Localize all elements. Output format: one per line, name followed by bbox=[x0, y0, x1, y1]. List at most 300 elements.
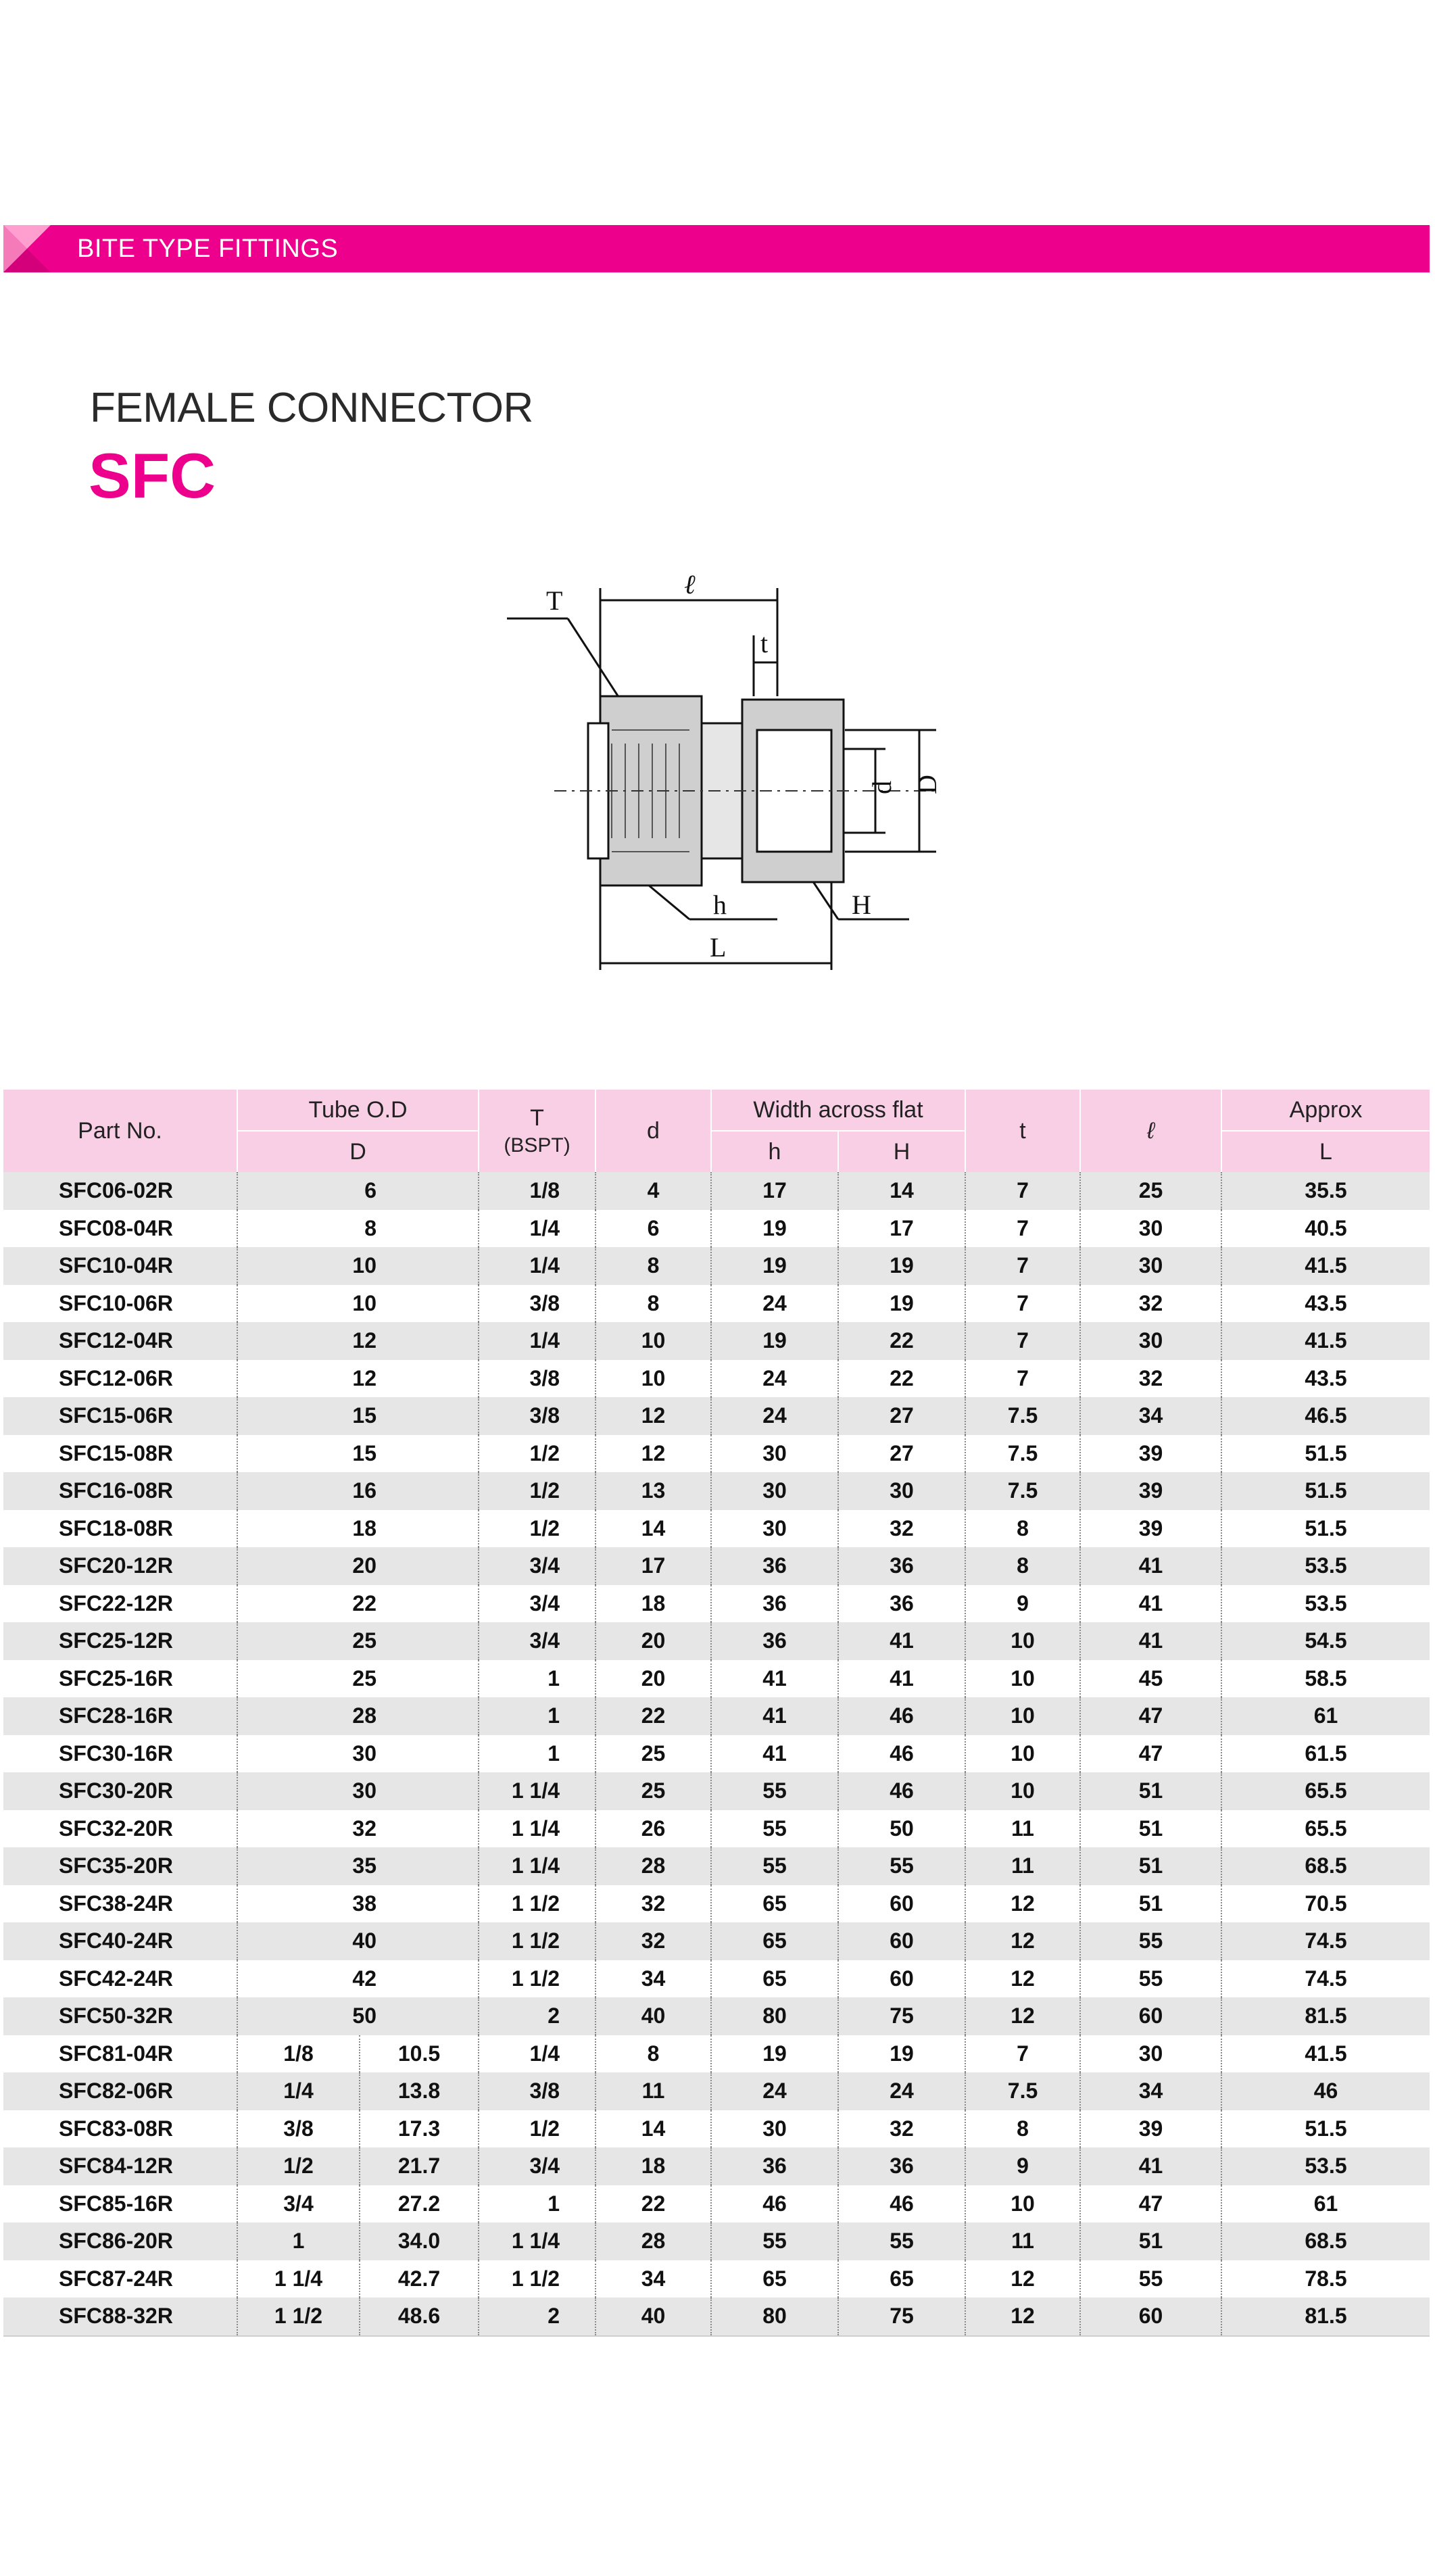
cell-ell: 25 bbox=[1080, 1172, 1221, 1210]
cell-t: 7 bbox=[965, 1285, 1080, 1323]
cell-L: 51.5 bbox=[1221, 2110, 1430, 2148]
label-L: L bbox=[710, 932, 727, 963]
col-d: d bbox=[595, 1090, 711, 1172]
cell-H: 36 bbox=[838, 1547, 965, 1585]
cell-tube-od-inch: 3/4 bbox=[237, 2185, 360, 2223]
cell-tube-od: 21.7 bbox=[360, 2147, 479, 2185]
cell-t: 8 bbox=[965, 1510, 1080, 1548]
cell-h: 19 bbox=[711, 2035, 838, 2073]
cell-tube-od-inch: 1 1/4 bbox=[237, 2260, 360, 2298]
cell-tube-od: 38 bbox=[237, 1885, 479, 1923]
table-row bbox=[3, 1922, 1430, 1960]
cell-ell: 39 bbox=[1080, 1510, 1221, 1548]
cell-L: 61 bbox=[1221, 1697, 1430, 1735]
cell-ell: 30 bbox=[1080, 1210, 1221, 1248]
cell-tube-od: 34.0 bbox=[360, 2222, 479, 2260]
cell-d: 18 bbox=[595, 2147, 711, 2185]
cell-T: 1 bbox=[479, 1660, 595, 1698]
cell-L: 43.5 bbox=[1221, 1285, 1430, 1323]
cell-part-no: SFC22-12R bbox=[3, 1585, 237, 1623]
cell-H: 55 bbox=[838, 1847, 965, 1885]
cell-part-no: SFC38-24R bbox=[3, 1885, 237, 1923]
cell-ell: 39 bbox=[1080, 2110, 1221, 2148]
cell-t: 7 bbox=[965, 2035, 1080, 2073]
cell-tube-od-inch: 1/4 bbox=[237, 2072, 360, 2110]
cell-T: 1/2 bbox=[479, 1435, 595, 1473]
cell-t: 10 bbox=[965, 1622, 1080, 1660]
cell-d: 4 bbox=[595, 1172, 711, 1210]
table-row bbox=[3, 1660, 1430, 1698]
cell-d: 25 bbox=[595, 1772, 711, 1810]
cell-T: 2 bbox=[479, 2298, 595, 2336]
cell-tube-od: 25 bbox=[237, 1660, 479, 1698]
cell-t: 12 bbox=[965, 1960, 1080, 1998]
table-row bbox=[3, 1585, 1430, 1623]
label-ell: ℓ bbox=[684, 569, 696, 600]
cell-H: 46 bbox=[838, 2185, 965, 2223]
label-h: h bbox=[713, 890, 727, 920]
cell-h: 65 bbox=[711, 1960, 838, 1998]
cell-T: 3/4 bbox=[479, 1622, 595, 1660]
table-row bbox=[3, 2222, 1430, 2260]
table-row bbox=[3, 1247, 1430, 1285]
cell-h: 30 bbox=[711, 1510, 838, 1548]
cell-T: 3/4 bbox=[479, 1547, 595, 1585]
cell-part-no: SFC83-08R bbox=[3, 2110, 237, 2148]
cell-t: 12 bbox=[965, 1885, 1080, 1923]
cell-h: 65 bbox=[711, 1885, 838, 1923]
cell-tube-od: 30 bbox=[237, 1772, 479, 1810]
cell-h: 36 bbox=[711, 2147, 838, 2185]
label-d: d bbox=[867, 781, 897, 794]
cell-L: 74.5 bbox=[1221, 1922, 1430, 1960]
cell-h: 65 bbox=[711, 1922, 838, 1960]
cell-L: 51.5 bbox=[1221, 1472, 1430, 1510]
cell-T: 1 bbox=[479, 1697, 595, 1735]
cell-h: 41 bbox=[711, 1697, 838, 1735]
cell-H: 17 bbox=[838, 1210, 965, 1248]
cell-d: 10 bbox=[595, 1360, 711, 1398]
cell-d: 14 bbox=[595, 1510, 711, 1548]
cell-d: 20 bbox=[595, 1622, 711, 1660]
cell-T: 1/4 bbox=[479, 2035, 595, 2073]
cell-H: 32 bbox=[838, 1510, 965, 1548]
cell-H: 30 bbox=[838, 1472, 965, 1510]
table-row bbox=[3, 1697, 1430, 1735]
cell-h: 30 bbox=[711, 1435, 838, 1473]
cell-tube-od: 15 bbox=[237, 1397, 479, 1435]
cell-t: 7.5 bbox=[965, 1397, 1080, 1435]
product-code: SFC bbox=[89, 440, 216, 511]
cell-T: 1 1/2 bbox=[479, 1960, 595, 1998]
cell-ell: 47 bbox=[1080, 2185, 1221, 2223]
cell-ell: 41 bbox=[1080, 1622, 1221, 1660]
cell-T: 2 bbox=[479, 1997, 595, 2035]
col-approx: Approx bbox=[1221, 1090, 1430, 1131]
cell-ell: 30 bbox=[1080, 2035, 1221, 2073]
cell-d: 34 bbox=[595, 2260, 711, 2298]
cell-t: 7 bbox=[965, 1322, 1080, 1360]
cell-part-no: SFC25-16R bbox=[3, 1660, 237, 1698]
table-row bbox=[3, 1510, 1430, 1548]
cell-ell: 32 bbox=[1080, 1360, 1221, 1398]
cell-L: 65.5 bbox=[1221, 1772, 1430, 1810]
cell-part-no: SFC18-08R bbox=[3, 1510, 237, 1548]
cell-h: 55 bbox=[711, 2222, 838, 2260]
cell-H: 41 bbox=[838, 1622, 965, 1660]
cell-T: 3/8 bbox=[479, 1360, 595, 1398]
cell-t: 7 bbox=[965, 1247, 1080, 1285]
cell-tube-od: 15 bbox=[237, 1435, 479, 1473]
fitting-drawing bbox=[487, 568, 946, 980]
cell-T: 3/8 bbox=[479, 1397, 595, 1435]
cell-t: 12 bbox=[965, 1997, 1080, 2035]
cell-ell: 30 bbox=[1080, 1247, 1221, 1285]
cell-d: 8 bbox=[595, 1247, 711, 1285]
cell-h: 41 bbox=[711, 1735, 838, 1773]
cell-H: 32 bbox=[838, 2110, 965, 2148]
cell-d: 34 bbox=[595, 1960, 711, 1998]
cell-ell: 39 bbox=[1080, 1435, 1221, 1473]
cell-tube-od: 17.3 bbox=[360, 2110, 479, 2148]
cell-H: 19 bbox=[838, 1247, 965, 1285]
table-row bbox=[3, 1397, 1430, 1435]
cell-H: 36 bbox=[838, 1585, 965, 1623]
table-row bbox=[3, 1472, 1430, 1510]
cell-L: 35.5 bbox=[1221, 1172, 1430, 1210]
table-row bbox=[3, 1435, 1430, 1473]
col-h: h bbox=[711, 1131, 838, 1172]
col-t: t bbox=[965, 1090, 1080, 1172]
cell-part-no: SFC32-20R bbox=[3, 1810, 237, 1848]
cell-d: 28 bbox=[595, 1847, 711, 1885]
cell-tube-od: 12 bbox=[237, 1322, 479, 1360]
cell-H: 46 bbox=[838, 1772, 965, 1810]
cell-ell: 41 bbox=[1080, 2147, 1221, 2185]
cell-tube-od: 30 bbox=[237, 1735, 479, 1773]
cell-t: 9 bbox=[965, 2147, 1080, 2185]
cell-L: 46.5 bbox=[1221, 1397, 1430, 1435]
table-row bbox=[3, 2072, 1430, 2110]
table-row bbox=[3, 1885, 1430, 1923]
cell-d: 14 bbox=[595, 2110, 711, 2148]
cell-part-no: SFC20-12R bbox=[3, 1547, 237, 1585]
cell-ell: 34 bbox=[1080, 1397, 1221, 1435]
cell-t: 7.5 bbox=[965, 2072, 1080, 2110]
cell-d: 17 bbox=[595, 1547, 711, 1585]
cell-h: 41 bbox=[711, 1660, 838, 1698]
section-banner bbox=[3, 225, 1430, 272]
cell-tube-od-inch: 3/8 bbox=[237, 2110, 360, 2148]
cell-tube-od: 48.6 bbox=[360, 2298, 479, 2336]
cell-T: 3/8 bbox=[479, 1285, 595, 1323]
cell-tube-od: 10.5 bbox=[360, 2035, 479, 2073]
table-row bbox=[3, 1847, 1430, 1885]
cell-h: 19 bbox=[711, 1322, 838, 1360]
cell-h: 36 bbox=[711, 1547, 838, 1585]
cell-ell: 55 bbox=[1080, 2260, 1221, 2298]
cell-T: 1/8 bbox=[479, 1172, 595, 1210]
label-t: t bbox=[760, 628, 769, 658]
cell-L: 74.5 bbox=[1221, 1960, 1430, 1998]
cell-T: 1 1/4 bbox=[479, 1810, 595, 1848]
cell-L: 68.5 bbox=[1221, 2222, 1430, 2260]
cell-h: 24 bbox=[711, 1285, 838, 1323]
cell-L: 68.5 bbox=[1221, 1847, 1430, 1885]
cell-tube-od-inch: 1 bbox=[237, 2222, 360, 2260]
cell-T: 1/4 bbox=[479, 1247, 595, 1285]
cell-tube-od: 42.7 bbox=[360, 2260, 479, 2298]
cell-t: 12 bbox=[965, 2298, 1080, 2336]
cell-ell: 55 bbox=[1080, 1960, 1221, 1998]
cell-t: 11 bbox=[965, 1810, 1080, 1848]
cell-T: 1 bbox=[479, 2185, 595, 2223]
cell-T: 1 1/4 bbox=[479, 1772, 595, 1810]
cell-ell: 60 bbox=[1080, 2298, 1221, 2336]
cell-H: 19 bbox=[838, 1285, 965, 1323]
cell-ell: 55 bbox=[1080, 1922, 1221, 1960]
cell-tube-od: 32 bbox=[237, 1810, 479, 1848]
label-H: H bbox=[852, 890, 871, 920]
banner-arrow-icon bbox=[3, 225, 51, 272]
cell-L: 53.5 bbox=[1221, 1547, 1430, 1585]
cell-ell: 51 bbox=[1080, 1885, 1221, 1923]
cell-d: 32 bbox=[595, 1885, 711, 1923]
cell-t: 8 bbox=[965, 1547, 1080, 1585]
cell-d: 11 bbox=[595, 2072, 711, 2110]
cell-H: 75 bbox=[838, 2298, 965, 2336]
cell-t: 12 bbox=[965, 1922, 1080, 1960]
cell-tube-od: 50 bbox=[237, 1997, 479, 2035]
cell-L: 54.5 bbox=[1221, 1622, 1430, 1660]
cell-part-no: SFC84-12R bbox=[3, 2147, 237, 2185]
cell-d: 40 bbox=[595, 2298, 711, 2336]
spec-table bbox=[3, 1090, 1430, 2337]
table-row bbox=[3, 2147, 1430, 2185]
col-H: H bbox=[838, 1131, 965, 1172]
cell-H: 22 bbox=[838, 1322, 965, 1360]
label-T: T bbox=[546, 585, 563, 616]
cell-h: 19 bbox=[711, 1210, 838, 1248]
cell-part-no: SFC88-32R bbox=[3, 2298, 237, 2336]
cell-part-no: SFC15-08R bbox=[3, 1435, 237, 1473]
cell-h: 55 bbox=[711, 1810, 838, 1848]
cell-ell: 41 bbox=[1080, 1585, 1221, 1623]
cell-T: 1/4 bbox=[479, 1210, 595, 1248]
cell-t: 7.5 bbox=[965, 1435, 1080, 1473]
cell-ell: 51 bbox=[1080, 2222, 1221, 2260]
cell-L: 51.5 bbox=[1221, 1510, 1430, 1548]
cell-part-no: SFC30-20R bbox=[3, 1772, 237, 1810]
cell-L: 40.5 bbox=[1221, 1210, 1430, 1248]
table-row bbox=[3, 1360, 1430, 1398]
cell-h: 55 bbox=[711, 1772, 838, 1810]
cell-tube-od-inch: 1/2 bbox=[237, 2147, 360, 2185]
cell-h: 65 bbox=[711, 2260, 838, 2298]
cell-d: 8 bbox=[595, 2035, 711, 2073]
cell-ell: 45 bbox=[1080, 1660, 1221, 1698]
cell-tube-od: 27.2 bbox=[360, 2185, 479, 2223]
cell-ell: 51 bbox=[1080, 1847, 1221, 1885]
cell-t: 10 bbox=[965, 2185, 1080, 2223]
cell-L: 81.5 bbox=[1221, 2298, 1430, 2336]
cell-ell: 47 bbox=[1080, 1697, 1221, 1735]
cell-d: 22 bbox=[595, 2185, 711, 2223]
cell-L: 53.5 bbox=[1221, 1585, 1430, 1623]
cell-tube-od: 20 bbox=[237, 1547, 479, 1585]
cell-ell: 34 bbox=[1080, 2072, 1221, 2110]
banner-label: BITE TYPE FITTINGS bbox=[77, 235, 339, 263]
col-tube-od: Tube O.D bbox=[237, 1090, 479, 1131]
cell-part-no: SFC08-04R bbox=[3, 1210, 237, 1248]
cell-tube-od: 25 bbox=[237, 1622, 479, 1660]
cell-L: 53.5 bbox=[1221, 2147, 1430, 2185]
cell-part-no: SFC06-02R bbox=[3, 1172, 237, 1210]
cell-tube-od: 42 bbox=[237, 1960, 479, 1998]
cell-h: 55 bbox=[711, 1847, 838, 1885]
cell-t: 12 bbox=[965, 2260, 1080, 2298]
cell-d: 12 bbox=[595, 1435, 711, 1473]
cell-H: 22 bbox=[838, 1360, 965, 1398]
table-row bbox=[3, 2035, 1430, 2073]
cell-tube-od-inch: 1 1/2 bbox=[237, 2298, 360, 2336]
table-row bbox=[3, 1997, 1430, 2035]
table-row bbox=[3, 1735, 1430, 1773]
cell-t: 10 bbox=[965, 1735, 1080, 1773]
cell-L: 41.5 bbox=[1221, 1322, 1430, 1360]
cell-T: 1/4 bbox=[479, 1322, 595, 1360]
cell-H: 36 bbox=[838, 2147, 965, 2185]
cell-L: 78.5 bbox=[1221, 2260, 1430, 2298]
cell-H: 60 bbox=[838, 1960, 965, 1998]
cell-T: 1 bbox=[479, 1735, 595, 1773]
cell-H: 24 bbox=[838, 2072, 965, 2110]
cell-d: 8 bbox=[595, 1285, 711, 1323]
label-D: D bbox=[912, 775, 942, 794]
cell-part-no: SFC40-24R bbox=[3, 1922, 237, 1960]
cell-tube-od: 28 bbox=[237, 1697, 479, 1735]
table-row bbox=[3, 2110, 1430, 2148]
col-width-across-flat: Width across flat bbox=[711, 1090, 965, 1131]
cell-h: 30 bbox=[711, 2110, 838, 2148]
cell-H: 60 bbox=[838, 1885, 965, 1923]
table-row bbox=[3, 2260, 1430, 2298]
cell-tube-od: 16 bbox=[237, 1472, 479, 1510]
cell-part-no: SFC50-32R bbox=[3, 1997, 237, 2035]
cell-h: 36 bbox=[711, 1585, 838, 1623]
cell-t: 10 bbox=[965, 1697, 1080, 1735]
table-row bbox=[3, 1622, 1430, 1660]
cell-d: 25 bbox=[595, 1735, 711, 1773]
col-L: L bbox=[1221, 1131, 1430, 1172]
cell-tube-od: 10 bbox=[237, 1285, 479, 1323]
cell-T: 1/2 bbox=[479, 2110, 595, 2148]
cell-d: 13 bbox=[595, 1472, 711, 1510]
cell-t: 8 bbox=[965, 2110, 1080, 2148]
cell-tube-od: 22 bbox=[237, 1585, 479, 1623]
cell-tube-od: 10 bbox=[237, 1247, 479, 1285]
col-ell: ℓ bbox=[1080, 1090, 1221, 1172]
cell-H: 27 bbox=[838, 1435, 965, 1473]
cell-T: 1 1/2 bbox=[479, 1922, 595, 1960]
cell-d: 12 bbox=[595, 1397, 711, 1435]
cell-part-no: SFC35-20R bbox=[3, 1847, 237, 1885]
cell-H: 19 bbox=[838, 2035, 965, 2073]
cell-d: 22 bbox=[595, 1697, 711, 1735]
table-row bbox=[3, 1322, 1430, 1360]
cell-L: 70.5 bbox=[1221, 1885, 1430, 1923]
cell-t: 9 bbox=[965, 1585, 1080, 1623]
cell-d: 32 bbox=[595, 1922, 711, 1960]
cell-d: 18 bbox=[595, 1585, 711, 1623]
cell-T: 1 1/4 bbox=[479, 2222, 595, 2260]
cell-part-no: SFC86-20R bbox=[3, 2222, 237, 2260]
cell-part-no: SFC42-24R bbox=[3, 1960, 237, 1998]
cell-L: 65.5 bbox=[1221, 1810, 1430, 1848]
cell-ell: 39 bbox=[1080, 1472, 1221, 1510]
cell-part-no: SFC30-16R bbox=[3, 1735, 237, 1773]
cell-d: 20 bbox=[595, 1660, 711, 1698]
cell-tube-od: 12 bbox=[237, 1360, 479, 1398]
cell-L: 58.5 bbox=[1221, 1660, 1430, 1698]
cell-t: 7 bbox=[965, 1210, 1080, 1248]
cell-h: 19 bbox=[711, 1247, 838, 1285]
cell-part-no: SFC16-08R bbox=[3, 1472, 237, 1510]
table-row bbox=[3, 1810, 1430, 1848]
col-part-no: Part No. bbox=[3, 1090, 237, 1172]
cell-t: 7 bbox=[965, 1360, 1080, 1398]
cell-part-no: SFC12-04R bbox=[3, 1322, 237, 1360]
cell-H: 41 bbox=[838, 1660, 965, 1698]
cell-d: 40 bbox=[595, 1997, 711, 2035]
cell-part-no: SFC87-24R bbox=[3, 2260, 237, 2298]
table-row bbox=[3, 1772, 1430, 1810]
cell-tube-od: 35 bbox=[237, 1847, 479, 1885]
table-row bbox=[3, 1172, 1430, 1210]
col-T-sub: (BSPT) bbox=[504, 1134, 570, 1157]
cell-T: 1 1/4 bbox=[479, 1847, 595, 1885]
cell-T: 1 1/2 bbox=[479, 2260, 595, 2298]
cell-ell: 30 bbox=[1080, 1322, 1221, 1360]
cell-L: 46 bbox=[1221, 2072, 1430, 2110]
cell-H: 27 bbox=[838, 1397, 965, 1435]
cell-t: 10 bbox=[965, 1660, 1080, 1698]
cell-t: 11 bbox=[965, 1847, 1080, 1885]
cell-h: 36 bbox=[711, 1622, 838, 1660]
cell-ell: 47 bbox=[1080, 1735, 1221, 1773]
cell-H: 46 bbox=[838, 1697, 965, 1735]
table-row bbox=[3, 1210, 1430, 1248]
cell-T: 1/2 bbox=[479, 1510, 595, 1548]
table-row bbox=[3, 1960, 1430, 1998]
cell-T: 3/4 bbox=[479, 2147, 595, 2185]
cell-ell: 60 bbox=[1080, 1997, 1221, 2035]
table-row bbox=[3, 1285, 1430, 1323]
cell-part-no: SFC25-12R bbox=[3, 1622, 237, 1660]
cell-H: 46 bbox=[838, 1735, 965, 1773]
cell-part-no: SFC82-06R bbox=[3, 2072, 237, 2110]
cell-part-no: SFC10-06R bbox=[3, 1285, 237, 1323]
cell-H: 60 bbox=[838, 1922, 965, 1960]
cell-h: 17 bbox=[711, 1172, 838, 1210]
col-T bbox=[479, 1090, 595, 1172]
cell-t: 7.5 bbox=[965, 1472, 1080, 1510]
cell-tube-od: 8 bbox=[237, 1210, 479, 1248]
cell-ell: 51 bbox=[1080, 1772, 1221, 1810]
cell-L: 61 bbox=[1221, 2185, 1430, 2223]
cell-L: 51.5 bbox=[1221, 1435, 1430, 1473]
col-tube-od-D: D bbox=[237, 1131, 479, 1172]
